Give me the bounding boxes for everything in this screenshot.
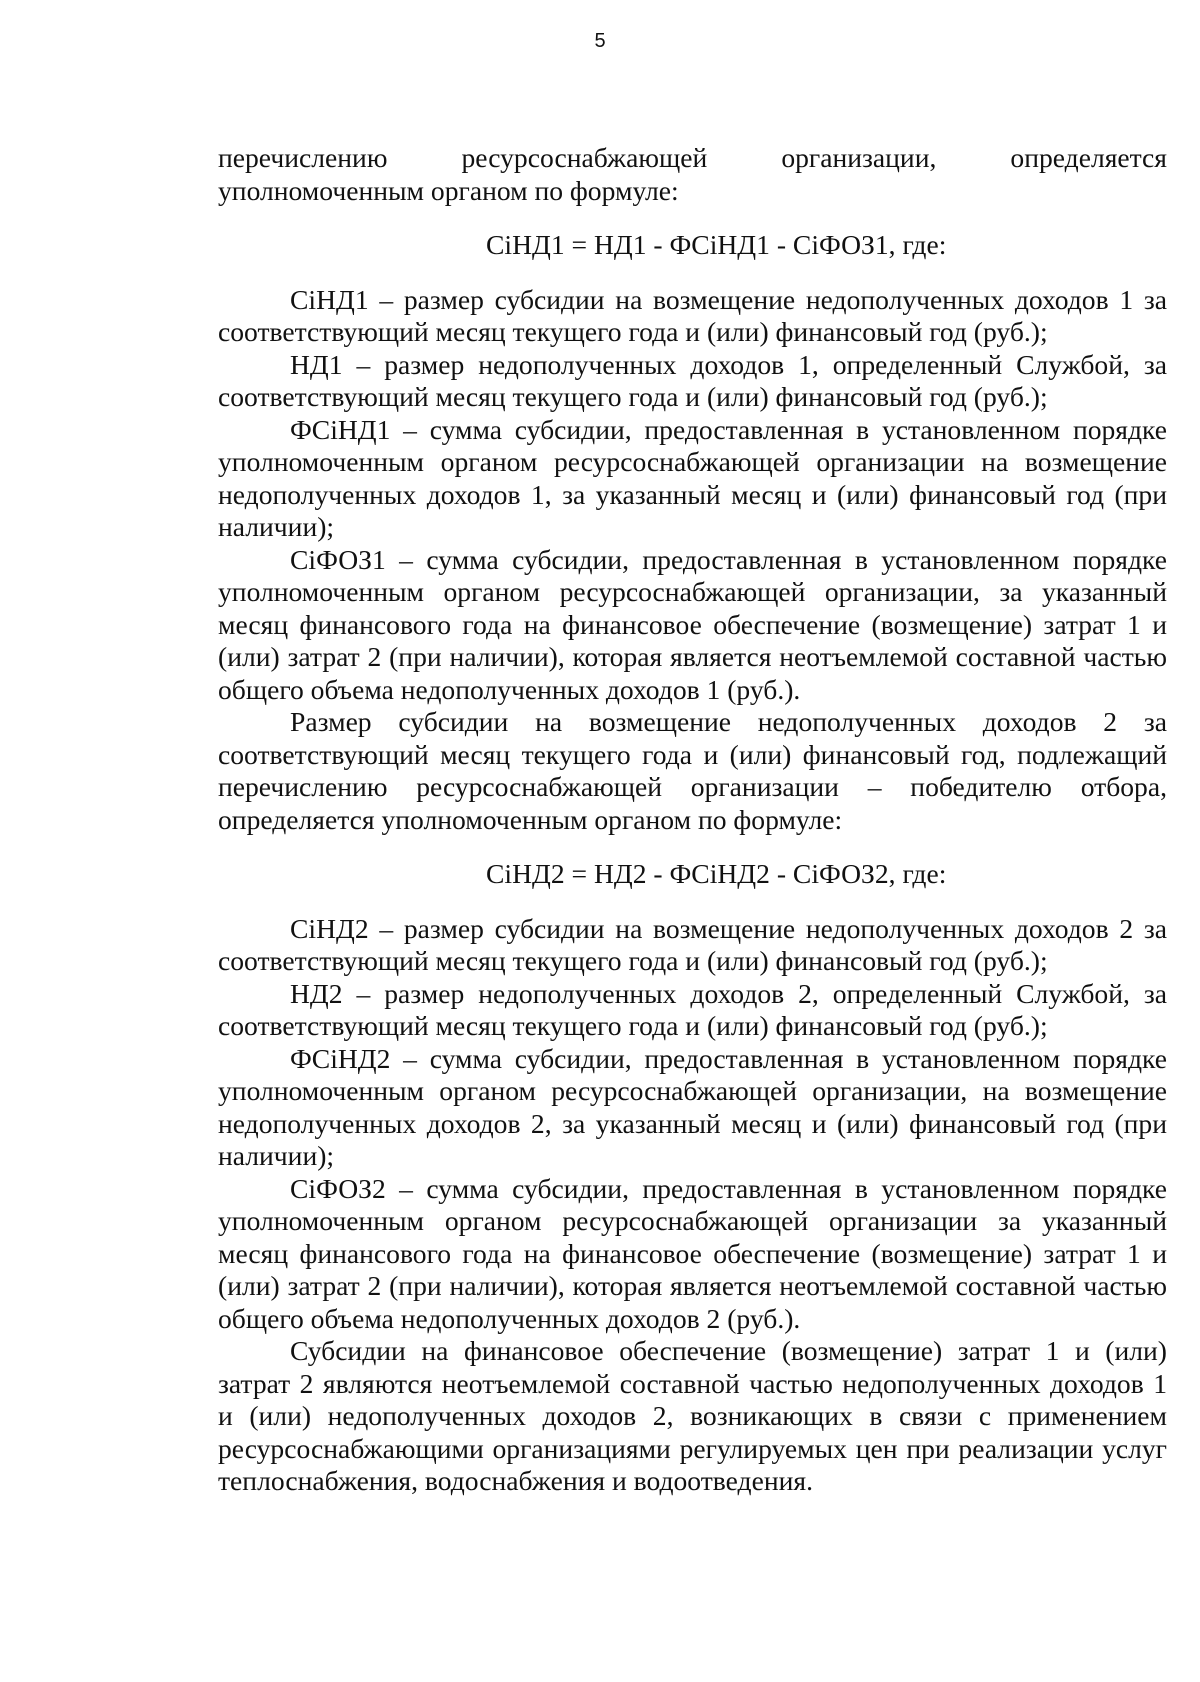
definition-sifoz1: СiФОЗ1 – сумма субсидии, предоставленная в установленном порядке уполномоченным органом ресурсоснабжающей организации, за указанный месяц финансового года на финансовое обеспечение (возмещение) затрат 1 и (или) затрат 2 (при наличии), которая является неотъемлемой составной частью общего объема недополученных доходов 1 (руб.). (218, 543, 1167, 705)
definition-fsind2: ФСiНД2 – сумма субсидии, предоставленная в установленном порядке уполномоченным органом ресурсоснабжающей организации, на возмещение недополученных доходов 2, за указанный месяц и (или) финансовый год (при наличии); (218, 1042, 1167, 1171)
paragraph-continuation: перечислению ресурсоснабжающей организации, определяется уполномоченным органом по формуле: (218, 142, 1167, 206)
definition-nd1: НД1 – размер недополученных доходов 1, определенный Службой, за соответствующий месяц текущего года и (или) финансовый год (руб.); (218, 348, 1167, 412)
definition-sifoz2: СiФОЗ2 – сумма субсидии, предоставленная в установленном порядке уполномоченным органом ресурсоснабжающей организации за указанный месяц финансового года на финансовое обеспечение (возмещение) затрат 1 и (или) затрат 2 (при наличии), которая является неотъемлемой составной частью общего объема недополученных доходов 2 (руб.). (218, 1172, 1167, 1334)
definition-fsind1: ФСiНД1 – сумма субсидии, предоставленная в установленном порядке уполномоченным органом ресурсоснабжающей организации на возмещение недополученных доходов 1, за указанный месяц и (или) финансовый год (при наличии); (218, 413, 1167, 542)
paragraph-subsidy-size-2: Размер субсидии на возмещение недополученных доходов 2 за соответствующий месяц текущего года и (или) финансовый год, подлежащий перечислению ресурсоснабжающей организации – победителю отбора, определяется уполномоченным органом по формуле: (218, 706, 1167, 835)
formula-sind1: СiНД1 = НД1 - ФСiНД1 - СiФОЗ1, где: (486, 229, 947, 260)
paragraph-subsidies-note: Субсидии на финансовое обеспечение (возмещение) затрат 1 и (или) затрат 2 являются неотъемлемой составной частью недополученных доходов 1 и (или) недополученных доходов 2, возникающих в связи с применением ресурсоснабжающими организациями регулируемых цен при реализации услуг теплоснабжения, водоснабжения и водоотведения. (218, 1335, 1167, 1496)
definition-sind2: СiНД2 – размер субсидии на возмещение недополученных доходов 2 за соответствующий месяц текущего года и (или) финансовый год (руб.); (218, 912, 1167, 976)
document-body (218, 142, 1167, 1498)
page-number: 5 (594, 30, 606, 52)
definition-sind1: СiНД1 – размер субсидии на возмещение недополученных доходов 1 за соответствующий месяц текущего года и (или) финансовый год (руб.); (218, 283, 1167, 347)
definition-nd2: НД2 – размер недополученных доходов 2, определенный Службой, за соответствующий месяц текущего года и (или) финансовый год (руб.); (218, 977, 1167, 1041)
formula-sind2: СiНД2 = НД2 - ФСiНД2 - СiФОЗ2, где: (486, 858, 947, 889)
